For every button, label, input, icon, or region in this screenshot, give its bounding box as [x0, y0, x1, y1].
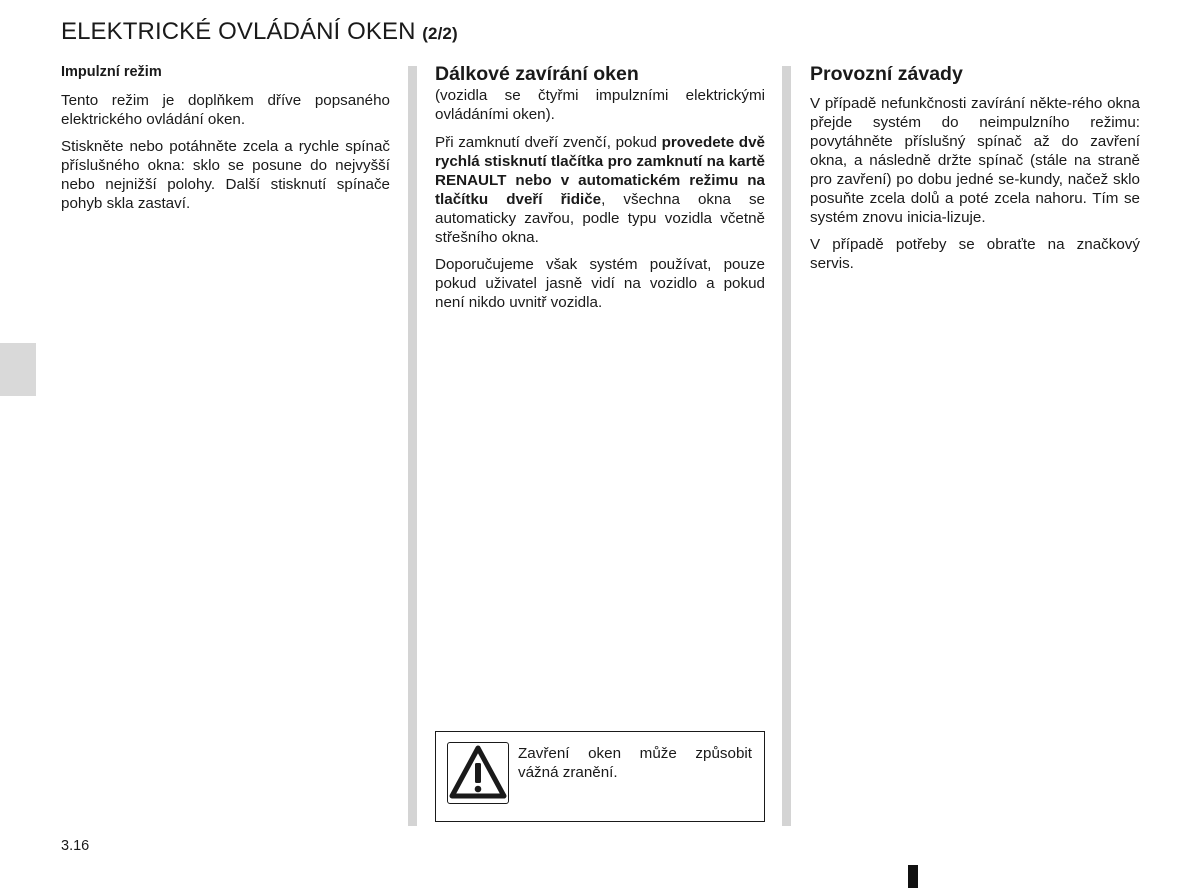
warning-box	[435, 731, 765, 822]
column-separator-bar	[782, 66, 791, 826]
remote-closing-paragraph-1	[435, 133, 765, 247]
warning-triangle-icon	[447, 742, 509, 804]
column-impulse-mode	[61, 63, 390, 221]
page-title	[61, 18, 458, 46]
remote-closing-p1-end: , všechna okna se automaticky zavřou, podle typu vozidla včetně střešního okna.	[435, 191, 765, 246]
impulse-mode-paragraph-1: Tento režim je doplňkem dříve popsaného elektrického ovládání oken.	[61, 92, 390, 128]
malfunctions-paragraph-1: V případě nefunkčnosti zavírání někte-rého okna přejde systém do neimpulzního režimu: povytáhněte příslušný spínač až do zavření okna, a následně držte spínač (stále na straně pro zavření) po dobu jedné se-kundy, načež sklo posuňte zcela dolů a poté zcela nahoru. Tím se systém znovu inicia-lizuje.	[810, 95, 1140, 226]
remote-closing-p1-bold: provedete dvě rychlá stisknutí tlačítka pro zamknutí na kartě RENAULT nebo v automatickém režimu na tlačítku dveří řidiče	[435, 134, 765, 208]
malfunctions-paragraph-2: V případě potřeby se obraťte na značkový servis.	[810, 236, 1140, 272]
remote-closing-lead: (vozidla se čtyřmi impulzními elektrickými ovládáními oken).	[435, 87, 765, 123]
remote-closing-heading: Dálkové zavírání oken	[435, 63, 639, 85]
remote-closing-paragraph-2: Doporučujeme však systém používat, pouze pokud uživatel jasně vidí na vozidlo a pokud není nikdo uvnitř vozidla.	[435, 256, 765, 311]
malfunctions-heading: Provozní závady	[810, 63, 963, 85]
impulse-mode-paragraph-2: Stiskněte nebo potáhněte zcela a rychle spínač příslušného okna: sklo se posune do nejvyšší nebo nejnižší polohy. Další stisknutí spínače pohyb skla zastaví.	[61, 138, 390, 212]
impulse-mode-subheading: Impulzní režim	[61, 64, 162, 80]
page-number: 3.16	[61, 838, 90, 854]
remote-closing-p1-start: Při zamknutí dveří zvenčí, pokud	[435, 134, 662, 151]
warning-text: Zavření oken může způsobit vážná zranění.	[518, 745, 752, 781]
column-remote-closing	[435, 62, 765, 320]
chapter-tab	[0, 343, 36, 396]
title-part: (2/2)	[422, 24, 458, 43]
title-text: ELEKTRICKÉ OVLÁDÁNÍ OKEN	[61, 18, 416, 45]
column-malfunctions	[810, 62, 1140, 281]
column-separator-bar	[408, 66, 417, 826]
page-edge-mark	[908, 865, 918, 888]
